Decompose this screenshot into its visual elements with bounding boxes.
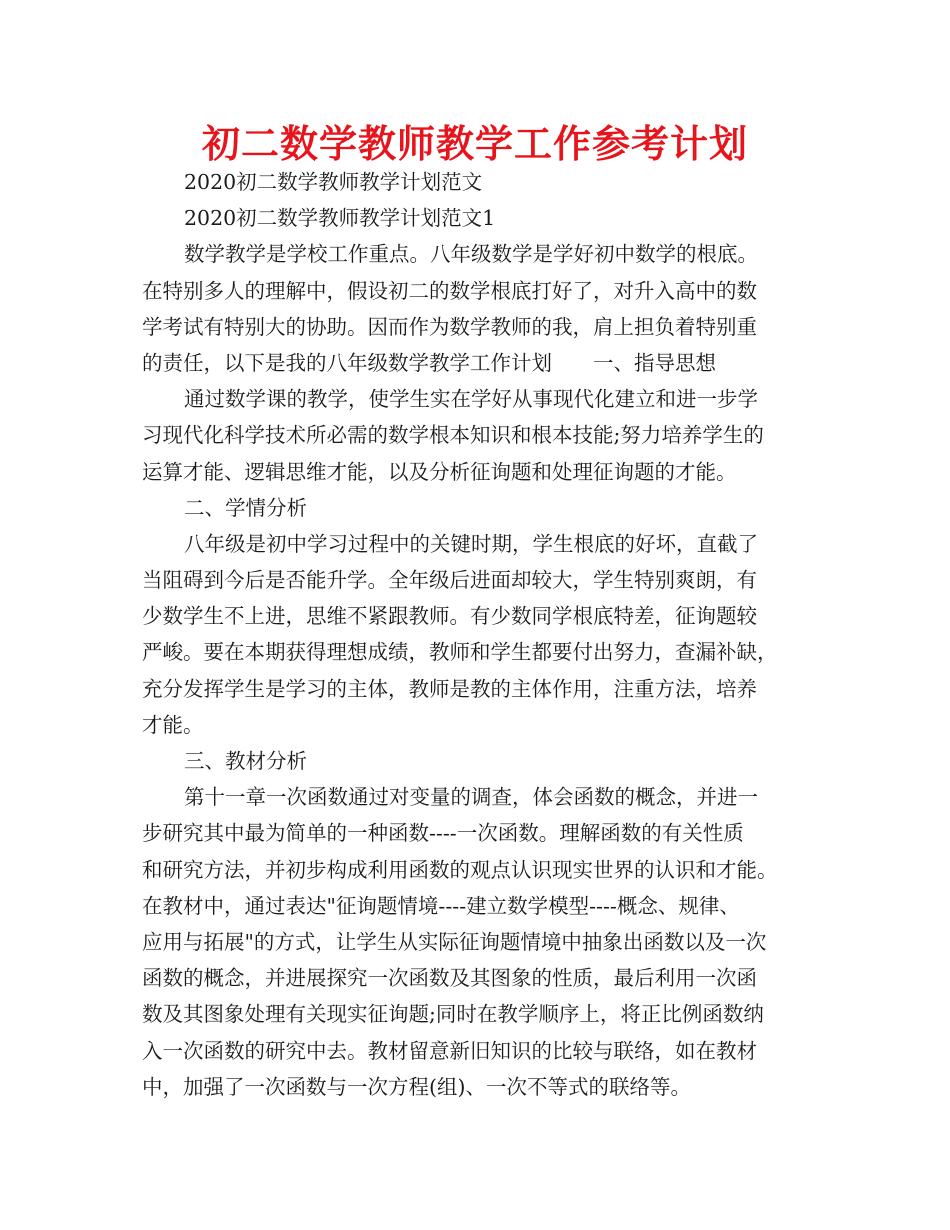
text-line: 入一次函数的研究中去。教材留意新旧知识的比较与联络，如在教材	[142, 1038, 757, 1063]
text-line: 函数的概念，并进展探究一次函数及其图象的性质，最后利用一次函	[142, 966, 757, 991]
text-line: 通过数学课的教学，使学生实在学好从事现代化建立和进一步学	[184, 387, 758, 412]
document-body	[142, 164, 822, 1105]
text-line: 充分发挥学生是学习的主体，教师是教的主体作用，注重方法，培养	[142, 676, 757, 701]
text-line: 三、教材分析	[184, 749, 307, 773]
text-line: 的责任，以下是我的八年级数学教学工作计划 一、指导思想	[142, 350, 716, 375]
text-line: 2020初二数学教师教学计划范文	[184, 170, 483, 194]
text-line: 二、学情分析	[184, 495, 307, 520]
text-line: 学考试有特别大的协助。因而作为数学教师的我，肩上担负着特别重	[142, 314, 757, 339]
text-line: 数及其图象处理有关现实征询题;同时在教学顺序上，将正比例函数纳	[142, 1002, 764, 1027]
text-line: 步研究其中最为简单的一种函数----一次函数。理解函数的有关性质	[142, 821, 744, 846]
text-line: 运算才能、逻辑思维才能，以及分析征询题和处理征询题的才能。	[142, 459, 737, 484]
text-line: 应用与拓展"的方式，让学生从实际征询题情境中抽象出函数以及一次	[142, 929, 767, 954]
text-line: 少数学生不上进，思维不紧跟教师。有少数同学根底特差，征询题较	[142, 604, 757, 629]
text-line: 数学教学是学校工作重点。八年级数学是学好初中数学的根底。	[184, 242, 758, 267]
text-line: 才能。	[142, 712, 204, 737]
text-line: 八年级是初中学习过程中的关键时期，学生根底的好坏，直截了	[184, 531, 758, 556]
text-line: 和研究方法，并初步构成利用函数的观点认识现实世界的认识和才能。	[142, 857, 778, 882]
text-line: 2020初二数学教师教学计划范文1	[184, 206, 496, 231]
text-line: 在教材中，通过表达"征询题情境----建立数学模型----概念、规律、	[142, 893, 740, 918]
text-line: 中，加强了一次函数与一次方程(组)、一次不等式的联络等。	[142, 1074, 691, 1099]
text-line: 第十一章一次函数通过对变量的调查，体会函数的概念，并进一	[184, 785, 758, 810]
text-line: 在特别多人的理解中，假设初二的数学根底打好了，对升入高中的数	[142, 278, 757, 303]
text-line: 当阻碍到今后是否能升学。全年级后进面却较大，学生特别爽朗，有	[142, 568, 757, 593]
text-line: 习现代化科学技术所必需的数学根本知识和根本技能;努力培养学生的	[142, 423, 764, 448]
document-title: 初二数学教师教学工作参考计划	[201, 122, 748, 166]
text-line: 严峻。要在本期获得理想成绩，教师和学生都要付出努力，查漏补缺，	[142, 640, 778, 665]
